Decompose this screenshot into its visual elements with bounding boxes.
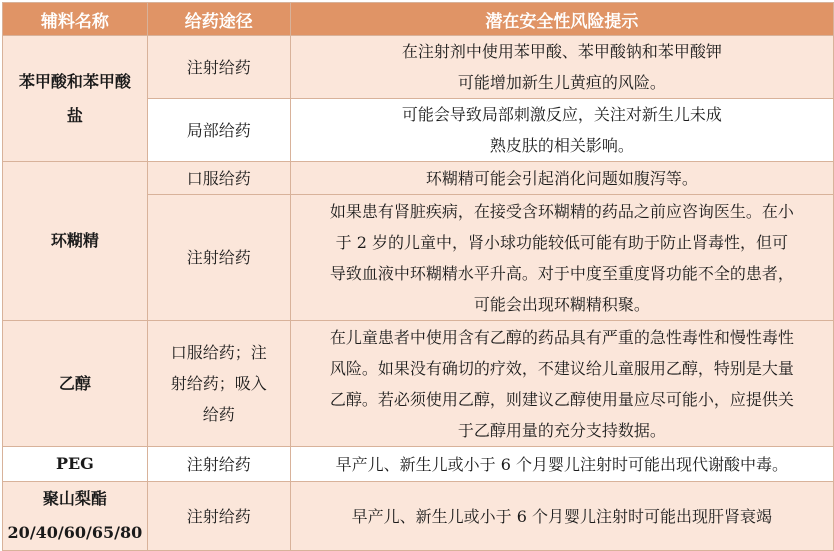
- risk-text-line: 如果患有肾脏疾病，在接受含环糊精的药品之前应咨询医生。在小: [329, 201, 794, 221]
- route-cell: 注射给药: [147, 447, 290, 482]
- risk-text-line: 于乙醇用量的充分支持数据。: [457, 420, 666, 440]
- route-cell: 注射给药: [147, 195, 290, 321]
- table-row: [3, 321, 834, 447]
- route-line: 给药: [202, 405, 235, 424]
- table-row: [3, 482, 834, 551]
- risk-cell: [290, 321, 833, 447]
- risk-text-line: 可能增加新生儿黄疸的风险。: [457, 73, 666, 92]
- excipient-name-line: 聚山梨酯: [42, 489, 107, 508]
- table-header-row: [3, 3, 834, 36]
- risk-text-line: 在儿童患者中使用含有乙醇的药品具有严重的急性毒性和慢性毒性: [329, 327, 794, 347]
- risk-text-line: 早产儿、新生儿或小于 6 个月婴儿注射时可能出现肝肾衰竭: [351, 506, 773, 526]
- risk-text-line: 于 2 岁的儿童中，肾小球功能较低可能有助于防止肾毒性，但可: [335, 232, 789, 252]
- excipient-name-line: 苯甲酸和苯甲酸: [18, 71, 131, 91]
- excipient-risk-table-wrapper: [2, 2, 834, 551]
- risk-text-line: 早产儿、新生儿或小于 6 个月婴儿注射时可能出现代谢酸中毒。: [335, 454, 789, 474]
- risk-text-line: 熟皮肤的相关影响。: [489, 136, 634, 155]
- route-cell: 注射给药: [147, 482, 290, 551]
- risk-cell: [290, 447, 833, 482]
- table-row: [3, 36, 834, 99]
- route-cell: 口服给药: [147, 162, 290, 195]
- route-line: 口服给药；注: [170, 343, 267, 362]
- risk-cell: [290, 36, 833, 99]
- risk-text-line: 乙醇。若必须使用乙醇，则建议乙醇使用量应尽可能小，应提供关: [329, 389, 794, 409]
- excipient-name-cell: 乙醇: [3, 321, 148, 447]
- risk-text-line: 可能会出现环糊精积聚。: [473, 294, 650, 314]
- excipient-name-cell: [3, 482, 148, 551]
- excipient-name-cell: 环糊精: [3, 162, 148, 321]
- risk-cell: [290, 195, 833, 321]
- risk-text-line: 风险。如果没有确切的疗效，不建议给儿童服用乙醇，特别是大量: [329, 358, 794, 378]
- excipient-risk-table: [2, 2, 834, 551]
- table-row: [3, 447, 834, 482]
- excipient-name-cell: PEG: [3, 447, 148, 482]
- route-line: 射给药；吸入: [170, 374, 267, 393]
- excipient-name-cell: [3, 36, 148, 162]
- risk-text-line: 导致血液中环糊精水平升高。对于中度至重度肾功能不全的患者，: [329, 263, 794, 283]
- route-cell: [147, 321, 290, 447]
- header-excipient-name: 辅料名称: [3, 3, 148, 36]
- risk-text-line: 可能会导致局部刺激反应，关注对新生儿未成: [401, 105, 722, 124]
- table-row: [3, 162, 834, 195]
- route-cell: 注射给药: [147, 36, 290, 99]
- excipient-name-line: 盐: [66, 105, 83, 125]
- header-risk: 潜在安全性风险提示: [290, 3, 833, 36]
- risk-text-line: 环糊精可能会引起消化问题如腹泻等。: [425, 168, 698, 188]
- risk-text-line: 在注射剂中使用苯甲酸、苯甲酸钠和苯甲酸钾: [401, 42, 722, 61]
- excipient-name-line: 20/40/60/65/80: [7, 523, 143, 542]
- route-cell: 局部给药: [147, 99, 290, 162]
- risk-cell: [290, 162, 833, 195]
- header-route: 给药途径: [147, 3, 290, 36]
- risk-cell: [290, 482, 833, 551]
- risk-cell: [290, 99, 833, 162]
